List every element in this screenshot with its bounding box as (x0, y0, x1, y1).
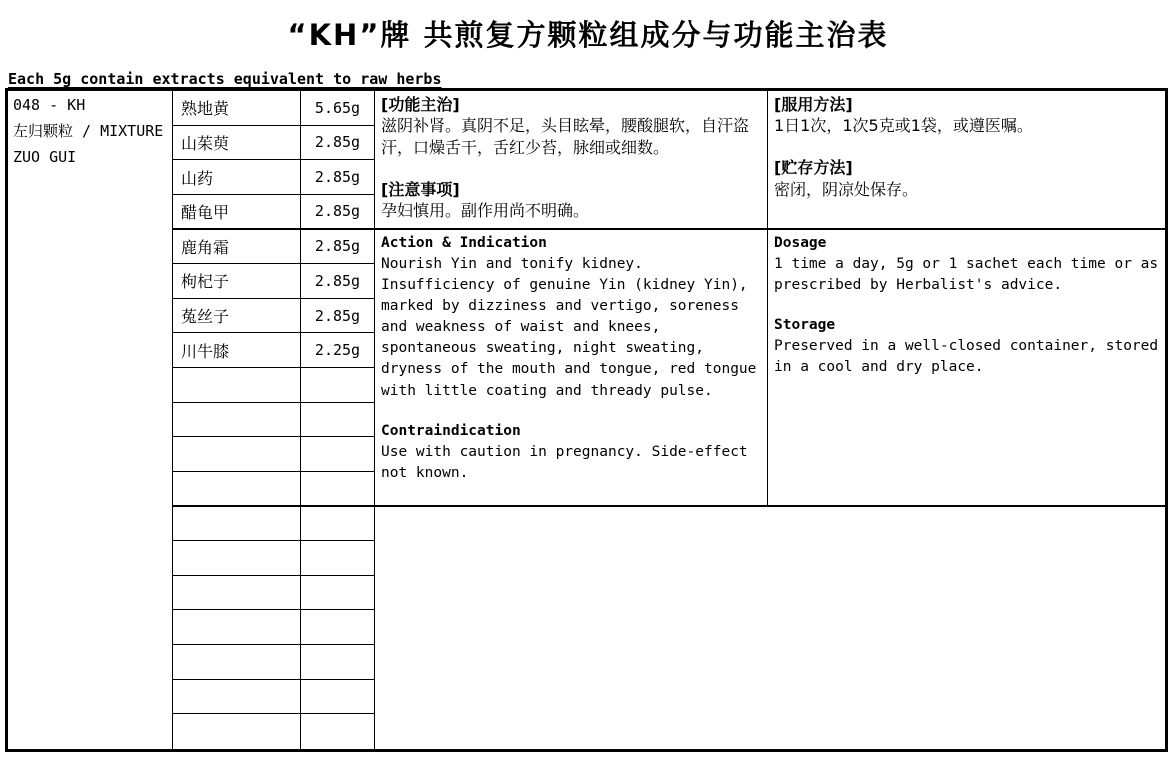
empty-ingredient-name-cell (173, 714, 301, 749)
product-code: 048 - KH (13, 96, 86, 114)
empty-ingredient-name-cell (173, 437, 301, 472)
empty-ingredient-amount-cell (301, 368, 375, 403)
caution-heading-zh: [注意事项] (381, 179, 460, 199)
dosage-body-zh: 1日1次，1次5克或1袋，或遵医嘱。 (774, 116, 1033, 136)
dosage-heading-zh: [服用方法] (774, 95, 853, 114)
contraindication-heading-en: Contraindication (381, 422, 521, 439)
product-name: 左归颗粒 / MIXTURE (13, 121, 164, 140)
empty-ingredient-name-cell (173, 541, 301, 576)
empty-ingredient-amount-cell (301, 403, 375, 438)
empty-ingredient-name-cell (173, 576, 301, 611)
ingredient-amount-cell: 2.25g (301, 333, 375, 368)
empty-ingredient-amount-cell (301, 610, 375, 645)
empty-ingredient-amount-cell (301, 714, 375, 749)
empty-ingredient-name-cell (173, 368, 301, 403)
empty-ingredient-amount-cell (301, 437, 375, 472)
dosage-storage-en-cell (768, 230, 1165, 507)
storage-heading-en: Storage (774, 316, 836, 333)
storage-body-en: Preserved in a well-closed container, stored in a cool and dry place. (774, 337, 1159, 376)
empty-ingredient-name-cell (173, 680, 301, 715)
storage-body-zh: 密闭，阴凉处保存。 (774, 179, 919, 199)
subtitle: Each 5g contain extracts equivalent to raw herbs (8, 70, 442, 88)
ingredient-amount-cell: 2.85g (301, 195, 375, 230)
empty-ingredient-amount-cell (301, 541, 375, 576)
ingredient-amount-cell: 2.85g (301, 299, 375, 334)
ingredient-amount-cell: 2.85g (301, 264, 375, 299)
ingredient-name-cell: 川牛膝 (173, 333, 301, 368)
ingredient-name-cell: 熟地黄 (173, 91, 301, 126)
dosage-heading-en: Dosage (774, 234, 827, 251)
function-heading-zh: [功能主治] (381, 95, 460, 114)
empty-bottom-cell (375, 507, 1165, 749)
storage-heading-zh: [贮存方法] (774, 158, 853, 178)
action-body-en: Nourish Yin and tonify kidney. Insufficiency of genuine Yin (kidney Yin), marked by dizziness and vertigo, soreness and weakness of waist and knees, spontaneous sweating, night sweating, dryness of the mouth and tongue, red tongue with little coating and thready pulse. (381, 255, 757, 399)
empty-ingredient-amount-cell (301, 645, 375, 680)
function-indication-zh-cell (375, 91, 768, 230)
product-cell (8, 91, 173, 749)
product-table (5, 88, 1168, 752)
ingredient-amount-cell: 2.85g (301, 126, 375, 161)
ingredient-amount-cell: 5.65g (301, 91, 375, 126)
ingredient-name-cell: 菟丝子 (173, 299, 301, 334)
ingredient-amount-cell: 2.85g (301, 160, 375, 195)
empty-ingredient-name-cell (173, 610, 301, 645)
ingredient-name-cell: 山茱萸 (173, 126, 301, 161)
ingredient-name-cell: 山药 (173, 160, 301, 195)
action-indication-en-cell (375, 230, 768, 507)
empty-ingredient-name-cell (173, 507, 301, 542)
empty-ingredient-name-cell (173, 403, 301, 438)
ingredient-name-cell: 醋龟甲 (173, 195, 301, 230)
empty-ingredient-name-cell (173, 645, 301, 680)
caution-body-zh: 孕妇慎用。副作用尚不明确。 (381, 200, 590, 220)
product-pinyin: ZUO GUI (13, 147, 77, 166)
ingredient-name-cell: 枸杞子 (173, 264, 301, 299)
empty-ingredient-amount-cell (301, 472, 375, 507)
empty-ingredient-amount-cell (301, 680, 375, 715)
ingredient-amount-cell: 2.85g (301, 230, 375, 265)
function-body-zh: 滋阴补肾。真阴不足，头目眩晕，腰酸腿软，自汗盗汗，口燥舌干，舌红少苔，脉细或细数。 (381, 116, 750, 157)
page-title: “KH”牌 共煎复方颗粒组成分与功能主治表 (287, 18, 889, 52)
empty-ingredient-name-cell (173, 472, 301, 507)
dosage-storage-zh-cell (768, 91, 1165, 230)
empty-ingredient-amount-cell (301, 507, 375, 542)
dosage-body-en: 1 time a day, 5g or 1 sachet each time or as prescribed by Herbalist's advice. (774, 255, 1159, 293)
ingredient-name-cell: 鹿角霜 (173, 230, 301, 265)
action-heading-en: Action & Indication (381, 234, 547, 251)
empty-ingredient-amount-cell (301, 576, 375, 611)
contraindication-body-en: Use with caution in pregnancy. Side-effect not known. (381, 443, 748, 481)
